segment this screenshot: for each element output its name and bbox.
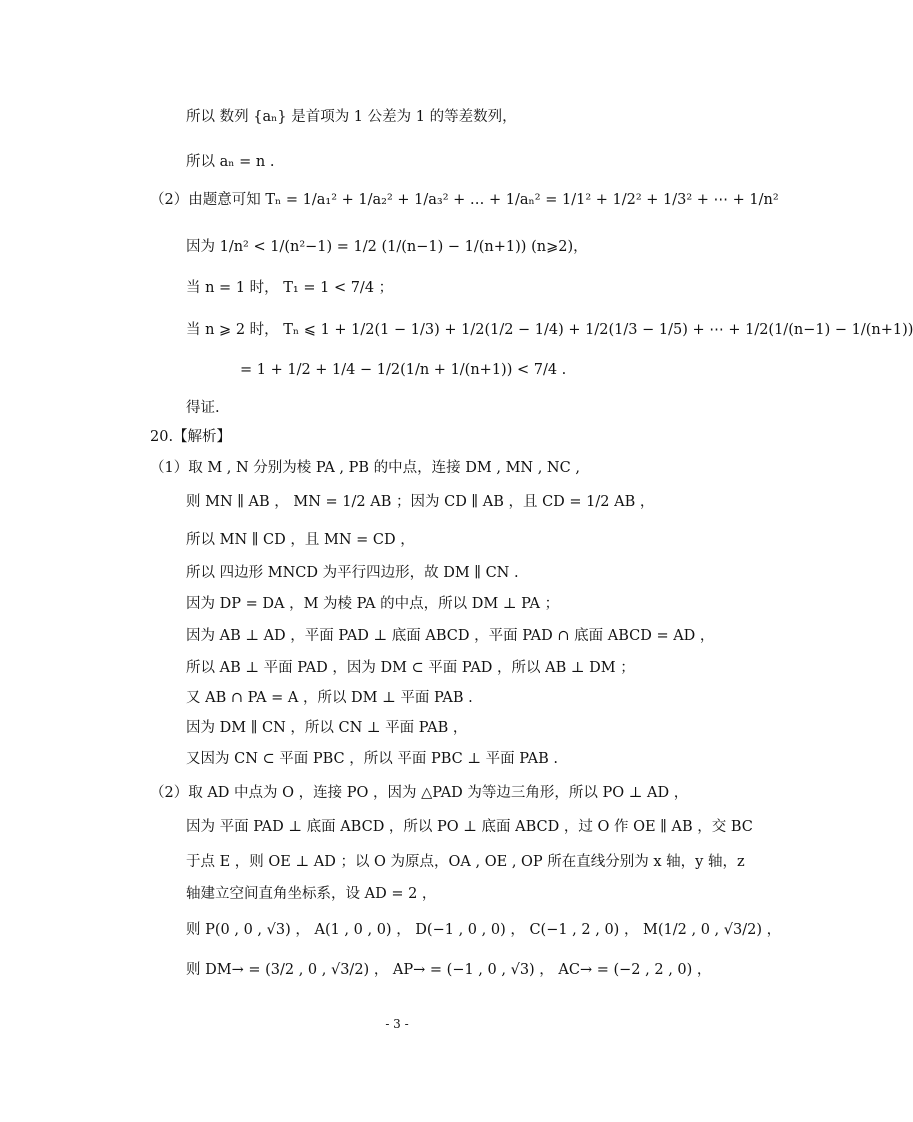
text-line: 则 P(0 , 0 , √3) ， A(1 , 0 , 0) ， D(−1 , 0 , 0) ， C(−1 , 2 , 0) ， M(1/2 , 0 , √3/2) ， bbox=[186, 922, 782, 938]
text-line: （1）取 M , N 分别为棱 PA , PB 的中点，连接 DM , MN , NC , bbox=[150, 460, 580, 476]
text-line: 又 AB ∩ PA = A ，所以 DM ⊥ 平面 PAB . bbox=[186, 690, 473, 706]
text-line: （2）由题意可知 Tₙ = 1/a₁² + 1/a₂² + 1/a₃² + … + 1/aₙ² = 1/1² + 1/2² + 1/3² + ⋯ + 1/n² bbox=[150, 192, 779, 208]
page-number: - 3 - bbox=[385, 1017, 409, 1031]
text-line: 因为 DP = DA ，M 为棱 PA 的中点，所以 DM ⊥ PA ； bbox=[186, 596, 560, 612]
text-line: 所以 AB ⊥ 平面 PAD ，因为 DM ⊂ 平面 PAD ，所以 AB ⊥ DM ； bbox=[186, 660, 635, 676]
text-line: 轴建立空间直角坐标系，设 AD = 2 ， bbox=[186, 886, 437, 902]
section-heading: 20.【解析】 bbox=[150, 429, 232, 445]
text-line: 当 n = 1 时， T₁ = 1 < 7/4 ； bbox=[186, 280, 394, 296]
text-line: 又因为 CN ⊂ 平面 PBC ，所以 平面 PBC ⊥ 平面 PAB . bbox=[186, 751, 558, 767]
text-line: = 1 + 1/2 + 1/4 − 1/2(1/n + 1/(n+1)) < 7/4 . bbox=[240, 362, 567, 378]
text-line: 因为 AB ⊥ AD ，平面 PAD ⊥ 底面 ABCD ，平面 PAD ∩ 底面 ABCD = AD ， bbox=[186, 628, 715, 644]
text-line: （2）取 AD 中点为 O ，连接 PO ，因为 △PAD 为等边三角形，所以 PO ⊥ AD ， bbox=[150, 785, 689, 801]
text-line: 于点 E ，则 OE ⊥ AD ；以 O 为原点，OA , OE , OP 所在直线分别为 x 轴，y 轴，z bbox=[186, 854, 745, 870]
text-line: 则 DM→ = (3/2 , 0 , √3/2) ， AP→ = (−1 , 0 , √3) ， AC→ = (−2 , 2 , 0) ， bbox=[186, 962, 712, 978]
text-line: 当 n ⩾ 2 时， Tₙ ⩽ 1 + 1/2(1 − 1/3) + 1/2(1/2 − 1/4) + 1/2(1/3 − 1/5) + ⋯ + 1/2(1/(n−1) − 1/(n+1)) bbox=[186, 322, 913, 338]
text-line: 所以 MN ∥ CD ，且 MN = CD ， bbox=[186, 532, 415, 548]
text-line: 所以 四边形 MNCD 为平行四边形，故 DM ∥ CN . bbox=[186, 565, 519, 581]
text-line: 得证. bbox=[186, 400, 220, 416]
text-line: 所以 数列 {aₙ} 是首项为 1 公差为 1 的等差数列， bbox=[186, 109, 517, 125]
text-line: 因为 平面 PAD ⊥ 底面 ABCD ，所以 PO ⊥ 底面 ABCD ，过 O 作 OE ∥ AB ，交 BC bbox=[186, 819, 753, 835]
text-line: 因为 1/n² < 1/(n²−1) = 1/2 (1/(n−1) − 1/(n+1)) (n⩾2)， bbox=[186, 239, 588, 255]
text-line: 所以 aₙ = n . bbox=[186, 154, 275, 170]
text-line: 因为 DM ∥ CN ，所以 CN ⊥ 平面 PAB ， bbox=[186, 720, 468, 736]
text-line: 则 MN ∥ AB ， MN = 1/2 AB ；因为 CD ∥ AB ，且 CD = 1/2 AB ， bbox=[186, 494, 655, 510]
